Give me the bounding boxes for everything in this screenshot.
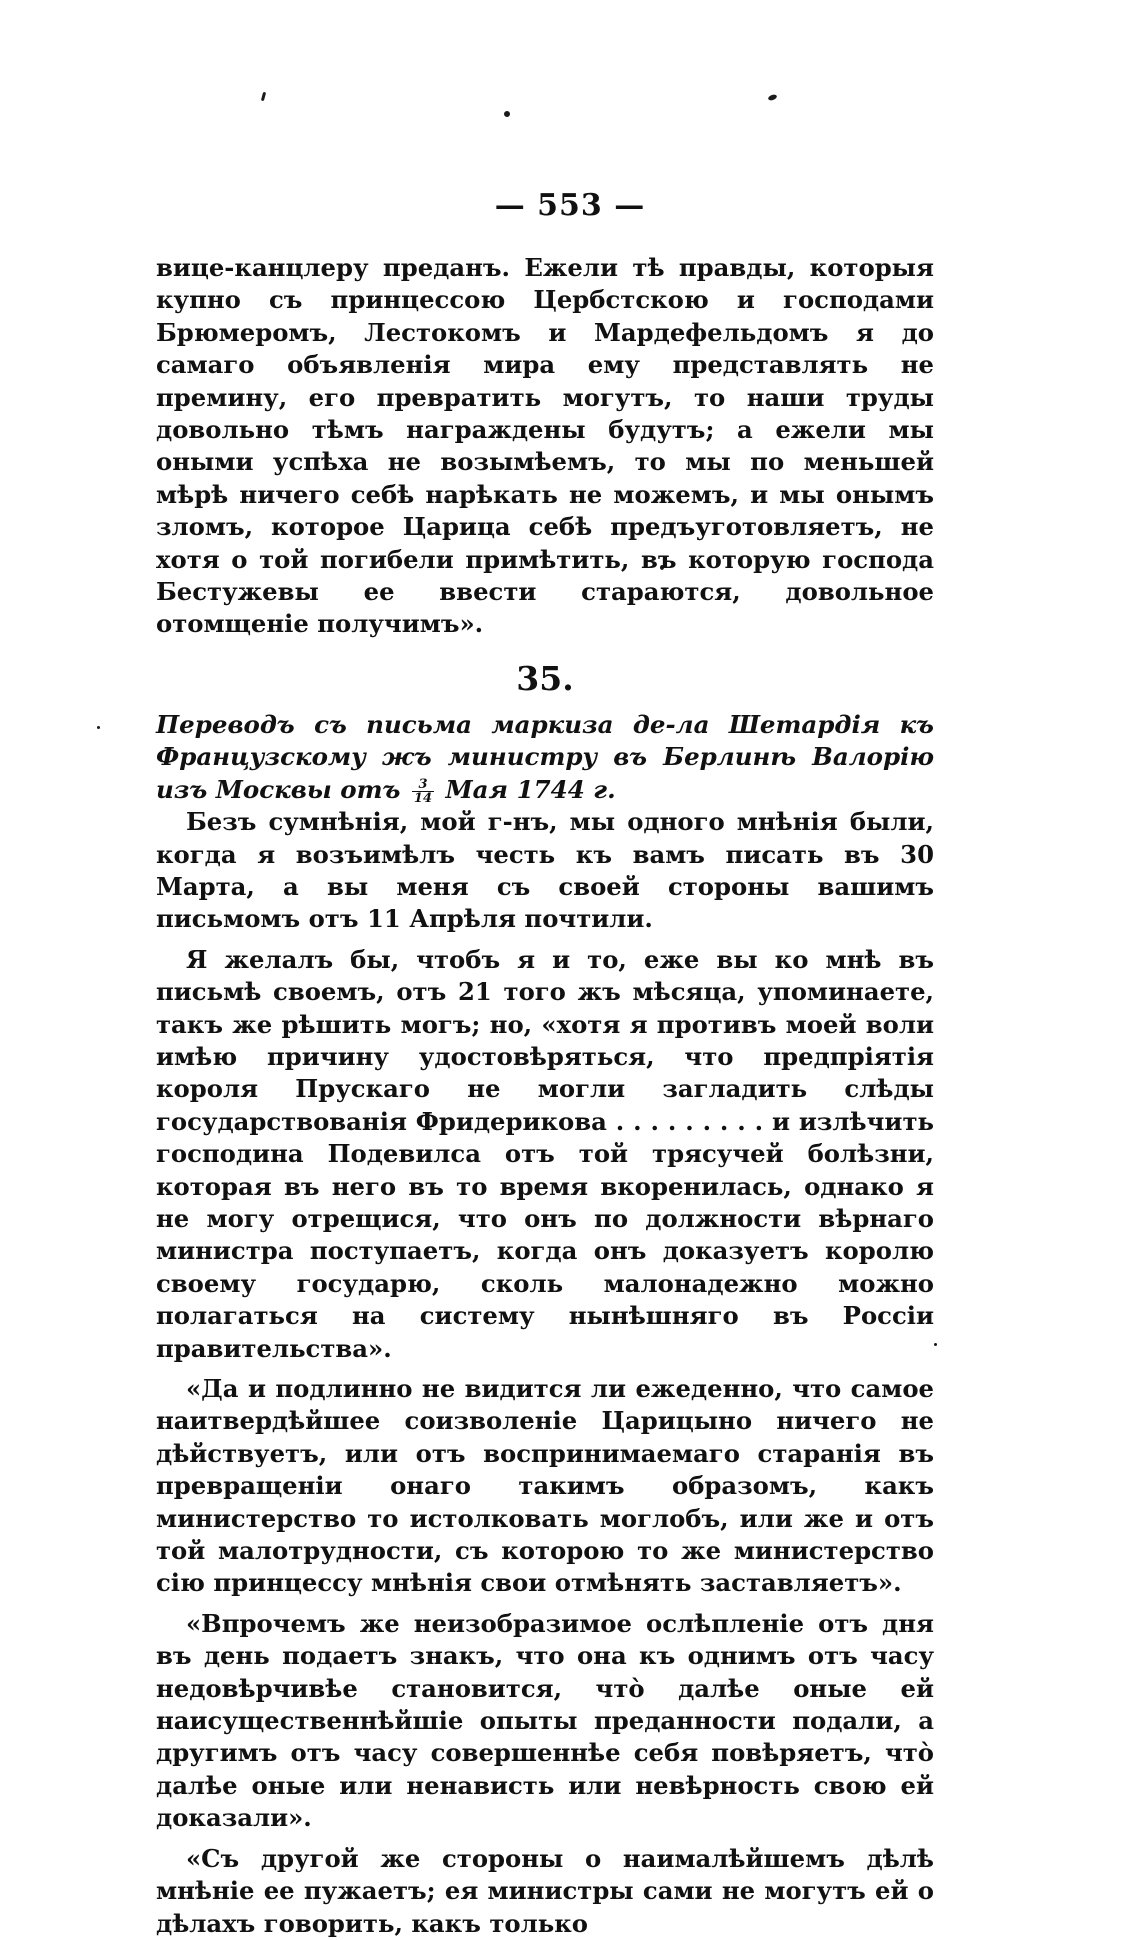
- scan-speck: [97, 726, 100, 729]
- scan-speck: [767, 94, 777, 102]
- letter-heading: [156, 709, 934, 806]
- scan-speck: [261, 92, 266, 101]
- paragraph: «Съ другой же стороны о наималѣйшемъ дѣлѣ мнѣніе ее пужаетъ; ея министры сами не могутъ ей о дѣлахъ говорить, какъ только: [156, 1843, 934, 1938]
- scan-speck: [934, 1343, 937, 1346]
- paragraph: «Впрочемъ же неизобразимое ослѣпленіе отъ дня въ день подаетъ знакъ, что она къ однимъ отъ часу недовѣрчивѣе становится, что̀ далѣе оные ей наисущественнѣйшіе опыты преданности подали, а другимъ отъ часу совершеннѣе себя повѣряетъ, что̀ далѣе оные или ненависть или невѣрность свою ей доказали».: [156, 1608, 934, 1833]
- scan-speck: [504, 111, 510, 117]
- heading-date: Мая 1744 г.: [445, 774, 616, 804]
- heading-text: Переводъ съ письма маркиза де-ла Шетардія къ Французскому жъ министру въ Берлинѣ Валорію изъ Москвы отъ: [156, 709, 934, 804]
- date-fraction: [412, 778, 434, 805]
- section-number: 35.: [516, 658, 574, 698]
- paragraph: Я желалъ бы, чтобъ я и то, еже вы ко мнѣ въ письмѣ своемъ, отъ 21 того жъ мѣсяца, упоминаете, такъ же рѣшить могъ; но, «хотя я противъ моей воли имѣю причину удостовѣряться, что предпріятія короля Прускаго не могли загладить слѣды государствованія Фридерикова . . . . . . . . . и излѣчить господина Подевилса отъ той трясучей болѣзни, которая въ него въ то время вкоренилась, однако я не могу отрещися, что онъ по должности вѣрнаго министра поступаетъ, когда онъ доказуетъ королю своему государю, сколь малонадежно можно полагаться на систему нынѣшняго въ Россіи правительства».: [156, 944, 934, 1363]
- continued-paragraph: вице-канцлеру преданъ. Ежели тѣ правды, которыя купно съ принцессою Цербстскою и господами Брюмеромъ, Лестокомъ и Мардефельдомъ я до самаго объявленія мира ему представлять не премину, его превратить могутъ, то наши труды довольно тѣмъ награждены будутъ; а ежели мы оными успѣха не возымѣемъ, то мы по меньшей мѣрѣ ничего себѣ нарѣкать не можемъ, и мы онымъ зломъ, которое Царица себѣ предъуготовляетъ, не хотя о той погибели примѣтить, въ которую господа Бестужевы ее ввести стараются, довольное отомщеніе получимъ».: [156, 253, 934, 639]
- date-denominator: 14: [413, 790, 433, 806]
- page-number: — 553 —: [494, 188, 646, 223]
- paragraph: Безъ сумнѣнія, мой г-нъ, мы одного мнѣнія были, когда я возъимѣлъ честь къ вамъ писать въ 30 Марта, а вы меня съ своей стороны вашимъ письмомъ отъ 11 Апрѣля почтили.: [156, 807, 934, 934]
- paragraph: «Да и подлинно не видится ли ежеденно, что самое наитвердѣйшее соизволеніе Царицыно ничего не дѣйствуетъ, или отъ воспринимаемаго старанія въ превращеніи онаго такимъ образомъ, какъ министерство то истолковать моглобъ, или же и отъ той малотрудности, съ которою то же министерство сію принцессу мнѣнія свои отмѣнять заставляетъ».: [156, 1374, 934, 1598]
- text-column: [156, 252, 934, 1940]
- date-numerator: 3: [412, 778, 434, 792]
